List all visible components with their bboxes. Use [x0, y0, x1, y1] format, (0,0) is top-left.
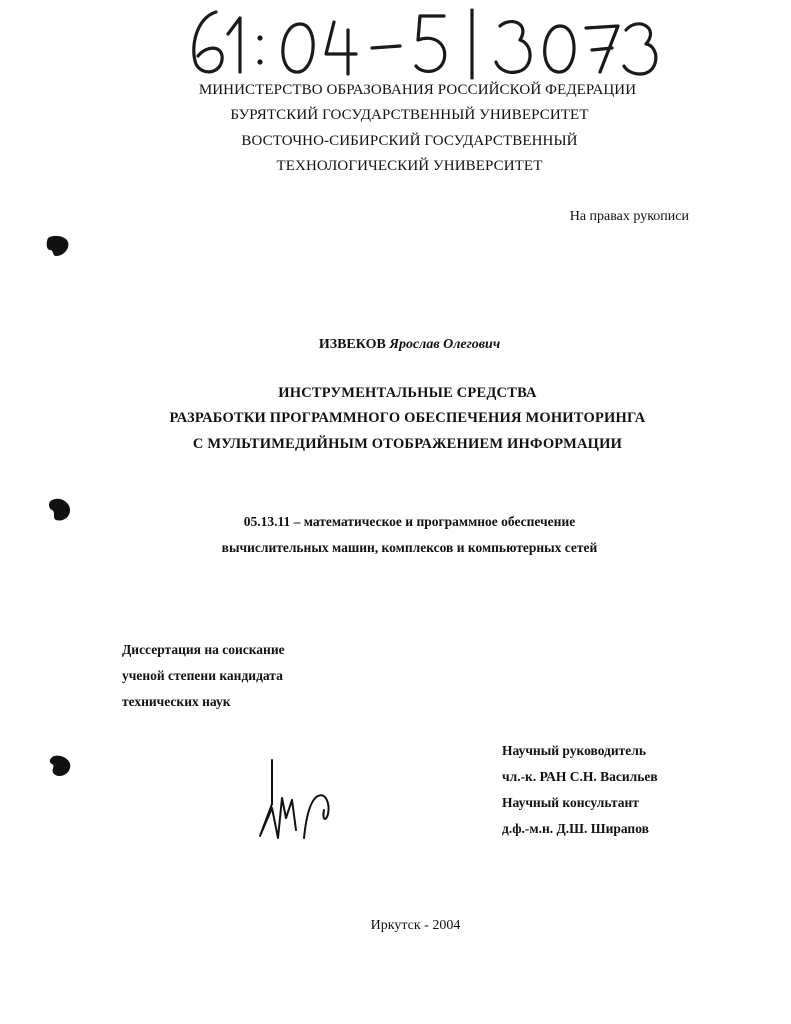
author-surname: ИЗВЕКОВ: [318, 337, 386, 352]
author-name: [0, 337, 791, 353]
specialty-line-2: вычислительных машин, комплексов и компьютерных сетей: [221, 540, 598, 555]
ministry-line: МИНИСТЕРСТВО ОБРАЗОВАНИЯ РОССИЙСКОЙ ФЕДЕРАЦИИ: [198, 82, 637, 98]
university-line-1: БУРЯТСКИЙ ГОСУДАРСТВЕННЫЙ УНИВЕРСИТЕТ: [230, 107, 589, 123]
university-line-2: ВОСТОЧНО-СИБИРСКИЙ ГОСУДАРСТВЕННЫЙ: [241, 133, 578, 149]
thesis-title-line-2: РАЗРАБОТКИ ПРОГРАММНОГО ОБЕСПЕЧЕНИЯ МОНИТОРИНГА: [169, 410, 646, 426]
handwritten-catalog-number: [182, 4, 662, 80]
advisors-block: [502, 741, 658, 845]
consultant-name: д.ф.-м.н. Д.Ш. Ширапов: [502, 821, 649, 836]
degree-line-2: ученой степени кандидата: [122, 668, 283, 683]
supervisor-name: чл.-к. РАН С.Н. Васильев: [502, 769, 658, 784]
university-line-3: ТЕХНОЛОГИЧЕСКИЙ УНИВЕРСИТЕТ: [276, 158, 543, 174]
city-year: Иркутск - 2004: [370, 918, 461, 933]
binding-hole-mark: [46, 752, 74, 780]
supervisor-label: Научный руководитель: [502, 743, 646, 758]
author-signature: [252, 758, 342, 842]
rights-note: На правах рукописи: [569, 209, 689, 224]
consultant-label: Научный консультант: [502, 795, 639, 810]
degree-line-1: Диссертация на соискание: [122, 642, 285, 657]
thesis-title-line-3: С МУЛЬТИМЕДИЙНЫМ ОТОБРАЖЕНИЕМ ИНФОРМАЦИИ: [192, 436, 623, 452]
degree-line-3: технических наук: [122, 694, 231, 709]
degree-block: [122, 640, 285, 718]
specialty-line-1: 05.13.11 – математическое и программное обеспечение: [243, 514, 576, 529]
thesis-title-line-1: ИНСТРУМЕНТАЛЬНЫЕ СРЕДСТВА: [278, 385, 537, 401]
author-given-name: Ярослав Олегович: [389, 337, 501, 352]
binding-hole-mark: [44, 232, 72, 260]
